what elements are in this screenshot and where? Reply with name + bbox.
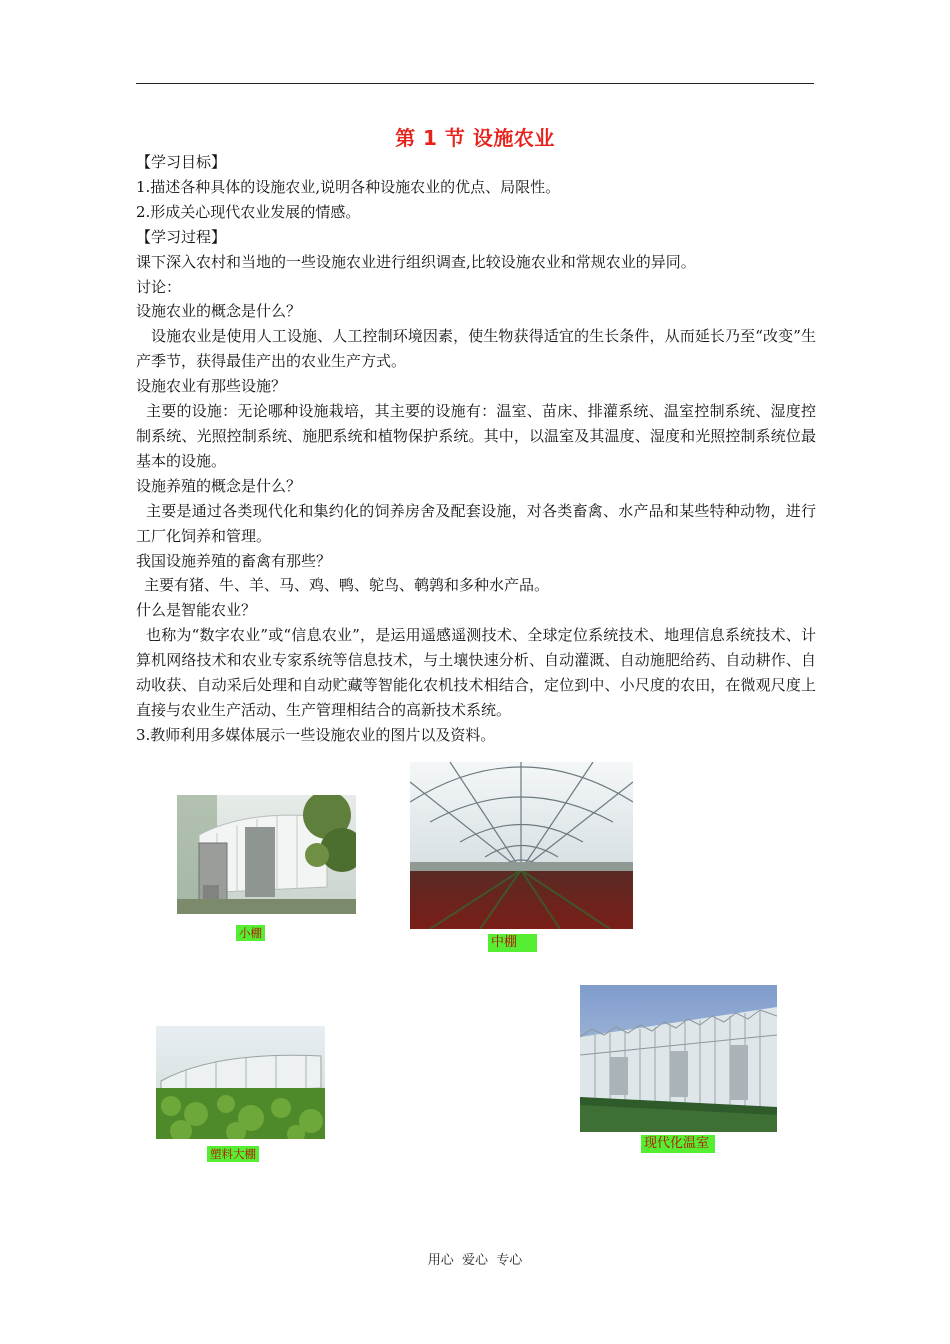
goal-item-1: 1.描述各种具体的设施农业,说明各种设施农业的优点、局限性。 bbox=[136, 177, 561, 196]
answer-3: 主要是通过各类现代化和集约化的饲养房舍及配套设施，对各类畜禽、水产品和某些特种动物，进行工厂化饲养和管理。 bbox=[136, 501, 816, 545]
process-intro: 课下深入农村和当地的一些设施农业进行组织调查,比较设施农业和常规农业的异同。 bbox=[136, 252, 696, 271]
section-title: 第 1 节 设施农业 bbox=[395, 126, 555, 150]
header-rule bbox=[136, 83, 814, 84]
question-1: 设施农业的概念是什么？ bbox=[136, 302, 302, 321]
answer-1: 设施农业是使用人工设施、人工控制环境因素，使生物获得适宜的生长条件，从而延长乃至“改变”生产季节，获得最佳产出的农业生产方式。 bbox=[136, 327, 816, 371]
plastic-greenhouse-photo bbox=[156, 1026, 325, 1139]
caption-medium-tunnel: 中棚 bbox=[488, 934, 537, 952]
caption-small-tunnel: 小棚 bbox=[236, 925, 265, 941]
document-body bbox=[136, 150, 816, 748]
step-3: 3.教师利用多媒体展示一些设施农业的图片以及资料。 bbox=[136, 725, 496, 744]
question-3: 设施养殖的概念是什么？ bbox=[136, 476, 302, 495]
page-footer: 用心 爱心 专心 bbox=[427, 1253, 523, 1268]
medium-tunnel-photo bbox=[410, 762, 633, 929]
discussion-label: 讨论： bbox=[136, 277, 182, 296]
question-5: 什么是智能农业？ bbox=[136, 601, 257, 620]
goal-item-2: 2.形成关心现代农业发展的情感。 bbox=[136, 202, 361, 221]
answer-4: 主要有猪、牛、羊、马、鸡、鸭、鸵鸟、鹌鹑和多种水产品。 bbox=[144, 576, 550, 595]
caption-modern-greenhouse: 现代化温室 bbox=[641, 1135, 715, 1153]
caption-plastic-greenhouse: 塑料大棚 bbox=[207, 1146, 259, 1162]
heading-learning-process: 【学习过程】 bbox=[136, 227, 227, 246]
question-4: 我国设施养殖的畜禽有那些？ bbox=[136, 551, 332, 570]
answer-5: 也称为“数字农业”或“信息农业”，是运用遥感遥测技术、全球定位系统技术、地理信息系统技术、计算机网络技术和农业专家系统等信息技术，与土壤快速分析、自动灌溉、自动施肥给药、自动耕作、自动收获、自动采后处理和自动贮藏等智能化农机技术相结合，定位到中、小尺度的农田，在微观尺度上直接与农业生产活动、生产管理相结合的高新技术系统。 bbox=[136, 626, 816, 719]
heading-learning-goals: 【学习目标】 bbox=[136, 153, 227, 171]
small-tunnel-photo bbox=[177, 795, 356, 914]
question-2: 设施农业有那些设施？ bbox=[136, 377, 287, 396]
answer-2: 主要的设施：无论哪种设施栽培，其主要的设施有：温室、苗床、排灌系统、温室控制系统、湿度控制系统、光照控制系统、施肥系统和植物保护系统。其中，以温室及其温度、湿度和光照控制系统位最基本的设施。 bbox=[136, 402, 816, 470]
modern-greenhouse-photo bbox=[580, 985, 777, 1132]
